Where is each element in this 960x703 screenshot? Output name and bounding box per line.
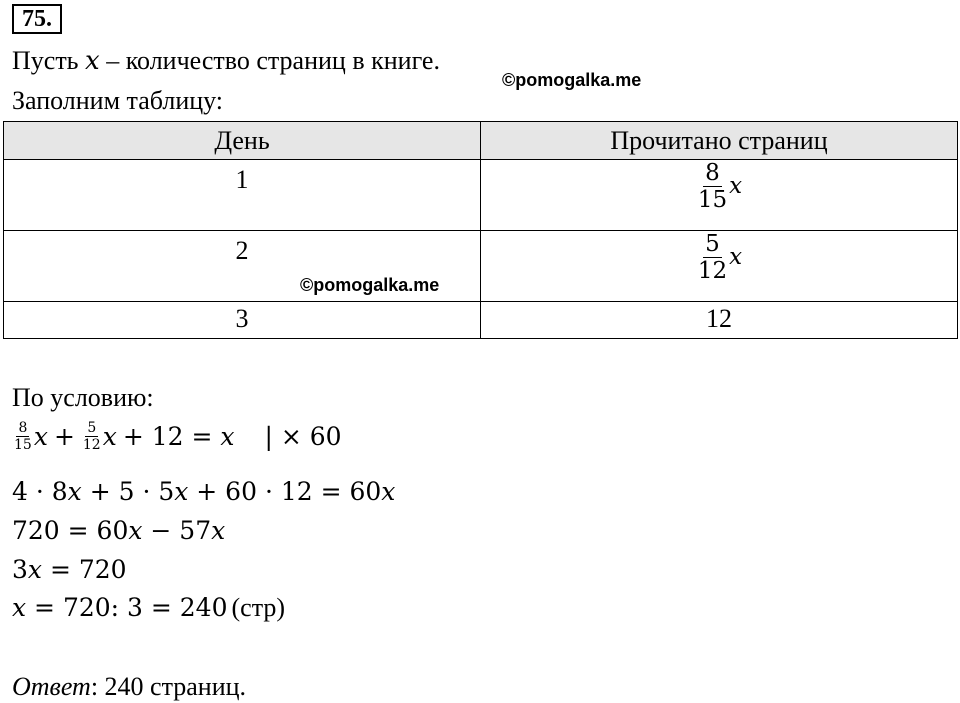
equation-4: 3𝑥 = 720 [12,555,127,584]
condition-text: По условию: [12,383,154,412]
day-cell: 1 [4,160,481,231]
watermark-table: ©pomogalka.me [300,275,440,295]
table-header-row [4,122,958,160]
fraction: $\frac{8}{15}$ [697,160,728,214]
fraction: $\frac{8}{15}$ [14,420,32,454]
day-cell: 2 ©pomogalka.me [4,231,481,302]
intro-let-suffix: – количество страниц в книге. [106,46,440,75]
equation-1: $\frac{8}{15}$ x + $\frac{5}{12}$ x + 12 = x | × 60 [14,420,342,454]
fraction: $\frac{5}{12}$ [82,420,101,454]
equation-2: 4 · 8𝑥 + 5 · 5𝑥 + 60 · 12 = 60𝑥 [12,477,396,506]
equation-3: 720 = 60𝑥 − 57𝑥 [12,516,226,545]
fill-table-text: Заполним таблицу: [12,86,224,115]
header-pages: Прочитано страниц [481,122,958,160]
header-day: День [4,122,481,160]
variable-x: x [729,172,743,199]
pages-cell: 12 [481,302,958,339]
fraction: $\frac{5}{12}$ [697,231,728,285]
day-cell: 3 [4,302,481,339]
reading-table [3,121,958,339]
table-row [4,302,958,339]
answer-label: Ответ [12,672,91,701]
variable-x: x [729,243,743,270]
pages-cell [481,231,958,302]
equation-5: 𝑥 = 720: 3 = 240 (стр) [12,593,286,622]
pages-cell [481,160,958,231]
intro-let-prefix: Пусть [12,46,79,75]
answer-line [12,672,246,702]
answer-text: : 240 страниц. [90,672,247,701]
watermark-top: ©pomogalka.me [502,70,642,90]
table-row [4,160,958,231]
problem-number: 75. [12,4,62,34]
intro-variable: x [85,46,100,76]
table-row [4,231,958,302]
intro-line [12,46,440,76]
